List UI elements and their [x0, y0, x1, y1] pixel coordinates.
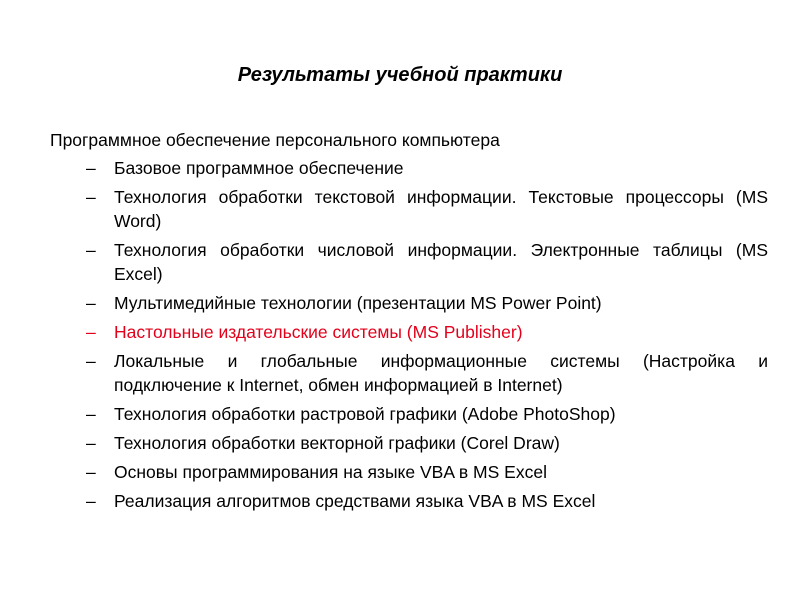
section-heading: Программное обеспечение персонального компьютера	[50, 130, 500, 150]
slide-title: Результаты учебной практики	[237, 64, 563, 86]
dash-bullet-icon: –	[86, 293, 96, 313]
list-item-highlighted	[50, 320, 768, 344]
dash-bullet-icon: –	[86, 491, 96, 511]
topic-list	[50, 156, 768, 513]
list-item	[50, 489, 768, 513]
dash-bullet-icon: –	[86, 404, 96, 424]
dash-bullet-icon: –	[86, 322, 96, 342]
list-item-text: Технология обработки текстовой информации. Текстовые процессоры (MS Word)	[114, 187, 768, 231]
dash-bullet-icon: –	[86, 187, 96, 207]
slide-content	[50, 128, 768, 518]
list-item-text: Технология обработки растровой графики (Adobe PhotoShop)	[114, 404, 616, 424]
dash-bullet-icon: –	[86, 433, 96, 453]
dash-bullet-icon: –	[86, 351, 96, 371]
list-item-text: Базовое программное обеспечение	[114, 158, 404, 178]
list-item	[50, 156, 768, 180]
list-item-text: Локальные и глобальные информационные системы (Настройка и подключение к Internet, обмен информацией в Internet)	[114, 351, 768, 395]
list-item-text: Настольные издательские системы (MS Publisher)	[114, 322, 523, 342]
list-item	[50, 460, 768, 484]
list-item-text: Основы программирования на языке VBA в MS Excel	[114, 462, 547, 482]
list-item-text: Мультимедийные технологии (презентации MS Power Point)	[114, 293, 602, 313]
list-item	[50, 431, 768, 455]
list-item-text: Технология обработки числовой информации. Электронные таблицы (MS Excel)	[114, 240, 768, 284]
list-item	[50, 238, 768, 286]
list-item	[50, 291, 768, 315]
list-item-text: Технология обработки векторной графики (Corel Draw)	[114, 433, 560, 453]
list-item	[50, 185, 768, 233]
dash-bullet-icon: –	[86, 240, 96, 260]
dash-bullet-icon: –	[86, 158, 96, 178]
list-item-text: Реализация алгоритмов средствами языка VBA в MS Excel	[114, 491, 596, 511]
list-item	[50, 349, 768, 397]
list-item	[50, 402, 768, 426]
dash-bullet-icon: –	[86, 462, 96, 482]
